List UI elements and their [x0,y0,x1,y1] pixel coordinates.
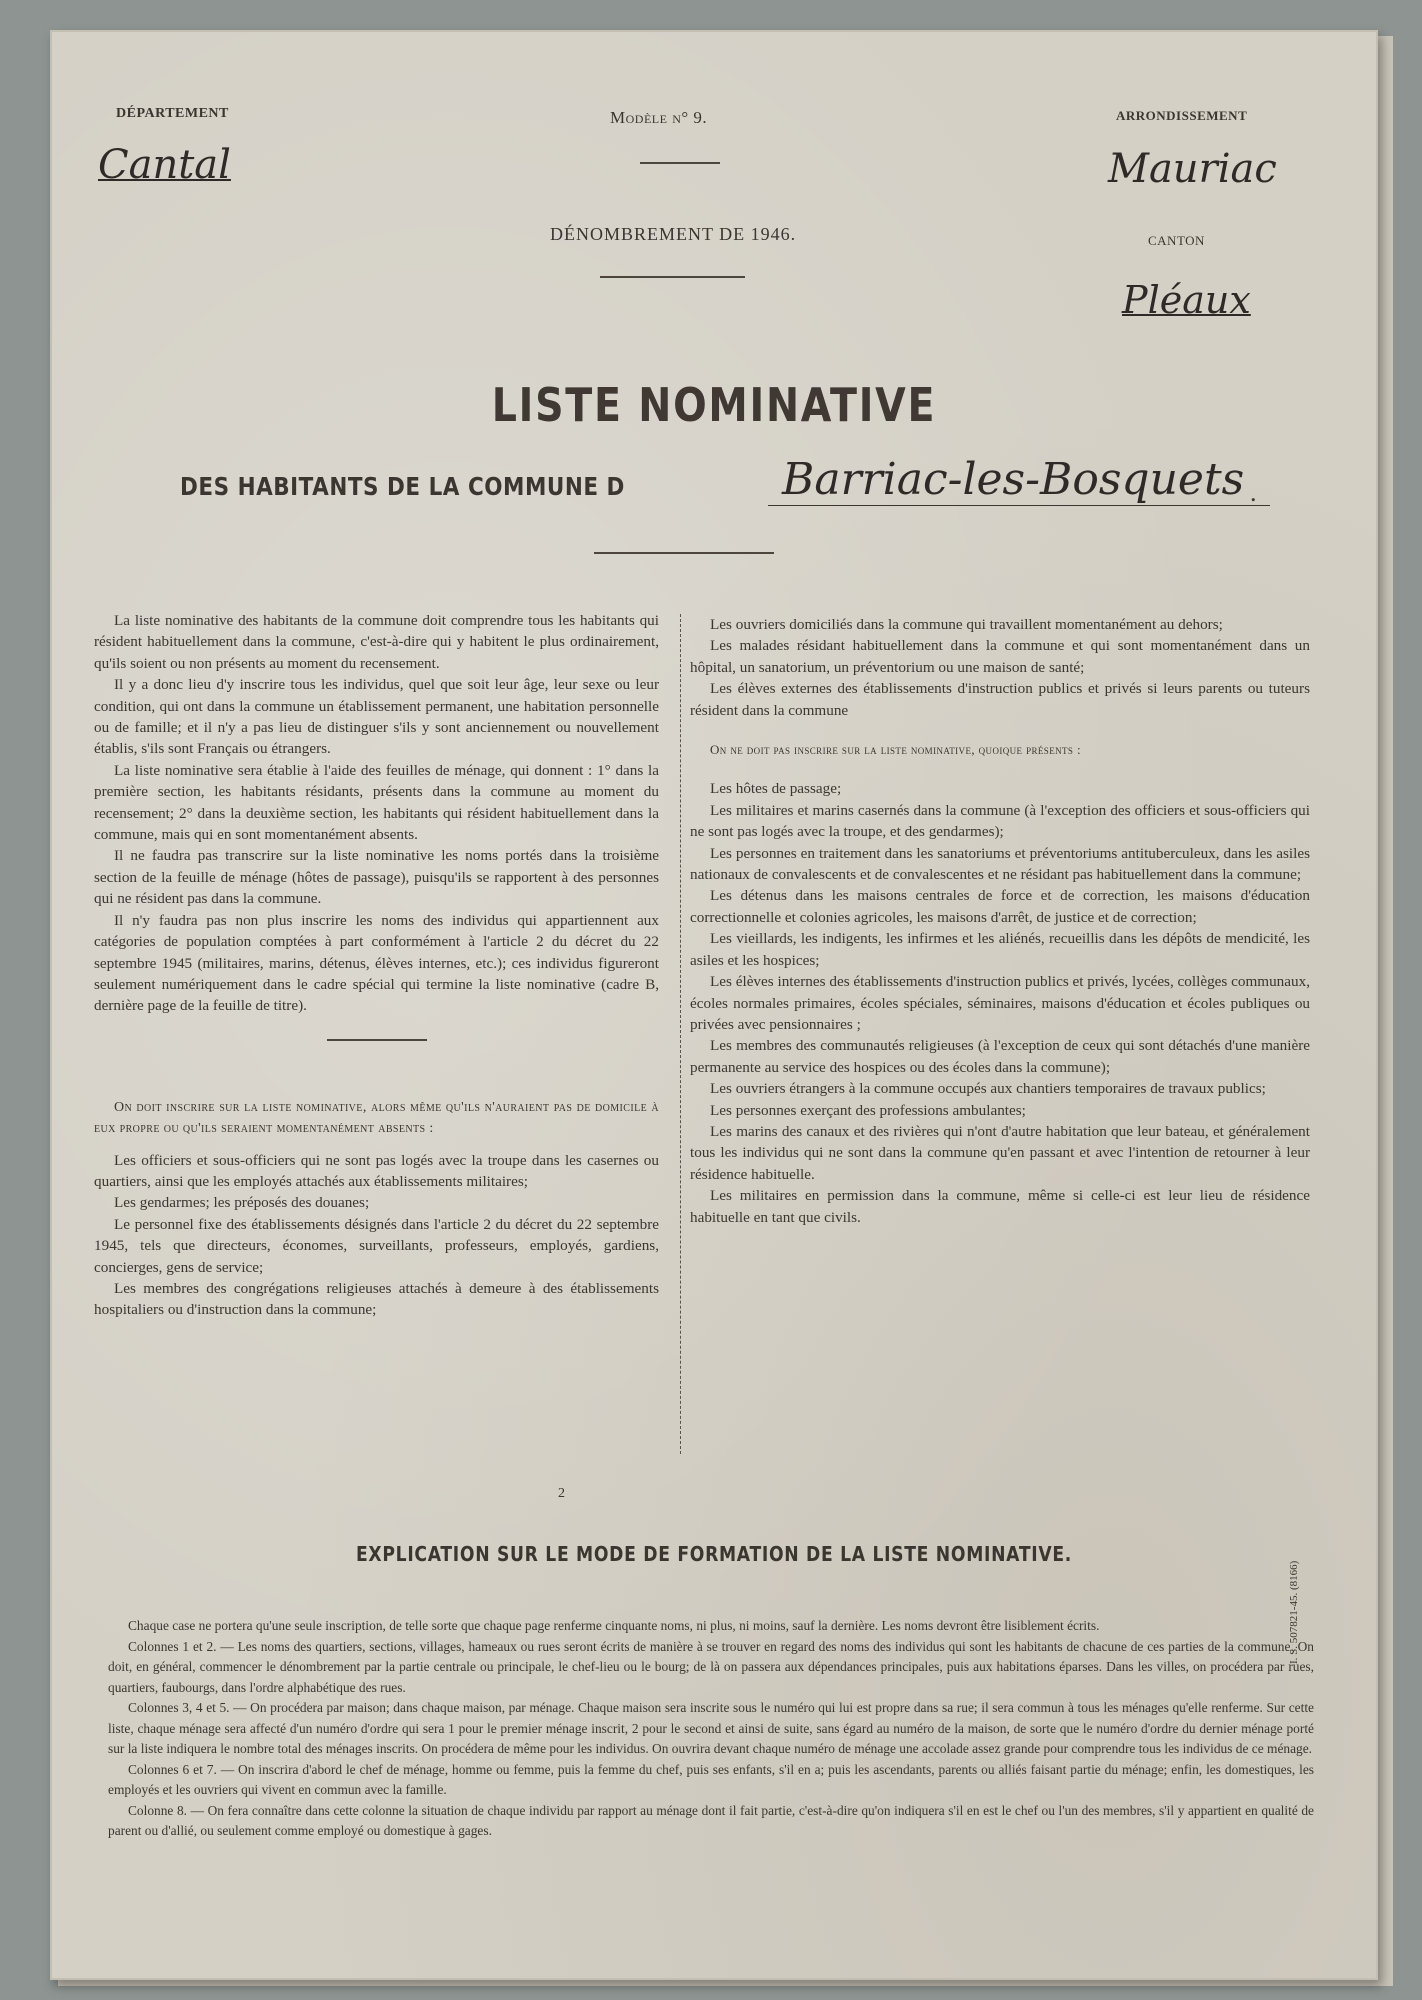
list-item: Le personnel fixe des établissements désignés dans l'article 2 du décret du 22 septembre 1945, tels que directeurs, économes, surveillants, professeurs, employés, gardiens, concierges, gens de service; [94,1215,659,1276]
explanation-paragraph: Colonnes 6 et 7. — On inscrira d'abord le chef de ménage, homme ou femme, puis la femme du chef, puis ses enfants, s'il en a; puis les ascendants, parents ou alliés faisant partie du ménage; enfin, les domestiques, les employés et les ouvriers qui vivent en commun avec la famille. [108,1761,1314,1797]
right-column [690,614,1310,1228]
page-subtitle: DES HABITANTS DE LA COMMUNE D [180,472,625,501]
departement-label: DÉPARTEMENT [116,106,229,121]
document-page [50,30,1378,1980]
canton-label: CANTON [1148,233,1205,248]
list-item: Les hôtes de passage; [710,780,842,798]
explanation-paragraph: Chaque case ne portera qu'une seule inscription, de telle sorte que chaque page renferme cinquante noms, ni plus, ni moins, sauf la dernière. Les noms devront être lisiblement écrits. [128,1618,1100,1633]
page-number: 2 [558,1486,565,1501]
explanation-paragraph: Colonnes 3, 4 et 5. — On procédera par maison; dans chaque maison, par ménage. Chaque maison sera inscrite sous le numéro qui lui est propre dans sa rue; il sera commun à tous les ménages qu'elle renferme. Sur cette liste, chaque ménage sera affecté d'un numéro d'ordre qui sera 1 pour le premier ménage inscrit, 2 pour le second et ainsi de suite, sans égard au numéro de la maison, de sorte que le numéro d'ordre du dernier ménage porté sur la liste indiquera le nombre total des ménages inscrits. On procédera de même pour les individus. On ouvrira devant chaque numéro de ménage une accolade assez grande pour comprendre tous les individus de ce ménage. [108,1700,1314,1756]
list-item: Les officiers et sous-officiers qui ne sont pas logés avec la troupe dans les casernes ou quartiers, ainsi que les employés attachés aux établissements militaires; [94,1151,659,1190]
list-item: Les membres des congrégations religieuses attachés à demeure à des établissements hospitaliers ou d'instruction dans la commune; [94,1279,659,1319]
left-column [94,610,659,1321]
column-separator [680,614,682,1454]
denombrement-year: DÉNOMBREMENT DE 1946. [550,224,797,244]
explanation-title: EXPLICATION SUR LE MODE DE FORMATION DE LA LISTE NOMINATIVE. [355,1542,1073,1566]
paragraph: Il y a donc lieu d'y inscrire tous les individus, quel que soit leur âge, leur sexe ou leur condition, qui ont dans la commune un établissement permanent, une habitation personnelle ou de famille; et il n'y a pas lieu de distinguer s'ils y sont anciennement ou nouvellement établis, s'ils sont Français ou étrangers. [94,676,659,758]
canton-value: Pléaux [1122,278,1251,322]
divider [594,552,774,554]
paragraph: La liste nominative sera établie à l'aide des feuilles de ménage, qui donnent : 1° dans la première section, les habitants résidants, présents dans la commune au moment du recensement; 2° dans la deuxième section, les habitants qui résident habituellement dans la commune, mais qui en sont momentanément absents. [94,761,659,844]
list-item: Les ouvriers domiciliés dans la commune qui travaillent momentanément au dehors; [710,616,1223,633]
paragraph: Il ne faudra pas transcrire sur la liste nominative les noms portés dans la troisième section de la feuille de ménage (hôtes de passage), puisqu'ils se rapportent à des personnes qui ne résident pas dans la commune. [94,847,659,908]
page-title: LISTE NOMINATIVE [491,378,937,432]
list-item: Les membres des communautés religieuses (à l'exception de ceux qui sont détachés d'une manière permanente au service des hospices ou des écoles dans la commune); [690,1037,1310,1076]
list-item: Les vieillards, les indigents, les infirmes et les aliénés, recueillis dans les dépôts de mendicité, les asiles et les hospices; [690,930,1310,969]
modele-number: Modèle n° 9. [610,108,708,127]
printer-reference: I. S. 507821-45. (8166) [1288,1560,1300,1664]
list-item: Les malades résidant habituellement dans la commune et qui sont momentanément dans un hôpital, un sanatorium, un préventorium ou une maison de santé; [690,637,1310,676]
section-heading: On ne doit pas inscrire sur la liste nominative, quoique présents : [710,742,1081,758]
list-item: Les élèves internes des établissements d'instruction publics et privés, lycées, collèges communaux, écoles normales primaires, écoles spéciales, séminaires, maisons d'éducation et écoles publiques ou privées avec pensionnaires ; [690,973,1310,1033]
divider [600,276,745,278]
list-item: Les élèves externes des établissements d'instruction publics et privés si leurs parents ou tuteurs résident dans la commune [690,680,1310,719]
list-item: Les détenus dans les maisons centrales de force et de correction, les maisons d'éducation correctionnelle et colonies agricoles, les maisons d'arrêt, de justice et de correction; [690,887,1310,926]
explanation-paragraph: Colonne 8. — On fera connaître dans cette colonne la situation de chaque individu par rapport au ménage dont il fait partie, c'est-à-dire qu'on indiquera s'il en est le chef ou l'un des membres, s'il y appartient en qualité de parent ou d'allié, ou seulement comme employé ou domestique à gages. [108,1802,1314,1838]
explanation-body [108,1616,1314,1842]
commune-name: Barriac-les-Bosquets [768,454,1270,506]
explanation-paragraph: Colonnes 1 et 2. — Les noms des quartiers, sections, villages, hameaux ou rues seront écrits de manière à se trouver en regard des noms des individus qui sont les habitants de chacune de ces parties de la commune. On doit, en général, commencer le dénombrement par la partie centrale ou principale, le chef-lieu ou le bourg; de là on passera aux dépendances principales, puis aux habitations éparses. Dans les villes, on procédera par rues, quartiers, faubourgs, dans l'ordre alphabétique des rues. [108,1638,1314,1695]
section-heading: On doit inscrire sur la liste nominative, alors même qu'ils n'auraient pas de domicile à eux propre ou qu'ils seraient momentanément absents : [94,1099,659,1137]
commune-period: . [1250,478,1257,507]
list-item: Les personnes en traitement dans les sanatoriums et préventoriums antituberculeux, dans les asiles nationaux de convalescents et de convalescentes et ne résidant pas habituellement dans la commune; [690,844,1310,884]
paragraph: La liste nominative des habitants de la commune doit comprendre tous les habitants qui résident habituellement dans la commune, c'est-à-dire qui y habitent le plus ordinairement, qu'ils soient ou non présents au moment du recensement. [94,612,659,672]
divider [640,162,720,164]
arrondissement-label: ARRONDISSEMENT [1116,108,1248,123]
list-item: Les militaires en permission dans la commune, même si celle-ci est leur lieu de résidence habituelle en tant que civils. [690,1187,1310,1226]
list-item: Les gendarmes; les préposés des douanes; [114,1194,370,1212]
list-item: Les personnes exerçant des professions ambulantes; [710,1101,1026,1119]
list-item: Les militaires et marins casernés dans la commune (à l'exception des officiers et sous-officiers qui ne sont pas logés avec la troupe, et des gendarmes); [690,801,1310,841]
paragraph: Il n'y faudra pas non plus inscrire les noms des individus qui appartiennent aux catégories de population comptées à part conformément à l'article 2 du décret du 22 septembre 1945 (militaires, marins, détenus, élèves internes, etc.); ces individus figureront seulement numériquement dans le cadre spécial qui termine la liste nominative (cadre B, dernière page de la feuille de titre). [94,911,659,1015]
list-item: Les marins des canaux et des rivières qui n'ont d'autre habitation que leur bateau, et généralement tous les individus qui ne sont dans la commune qu'en passant et avec l'intention de retourner à leur résidence habituelle. [690,1122,1310,1183]
list-item: Les ouvriers étrangers à la commune occupés aux chantiers temporaires de travaux publics; [710,1080,1266,1098]
arrondissement-value: Mauriac [1108,146,1277,192]
departement-value: Cantal [98,142,231,188]
